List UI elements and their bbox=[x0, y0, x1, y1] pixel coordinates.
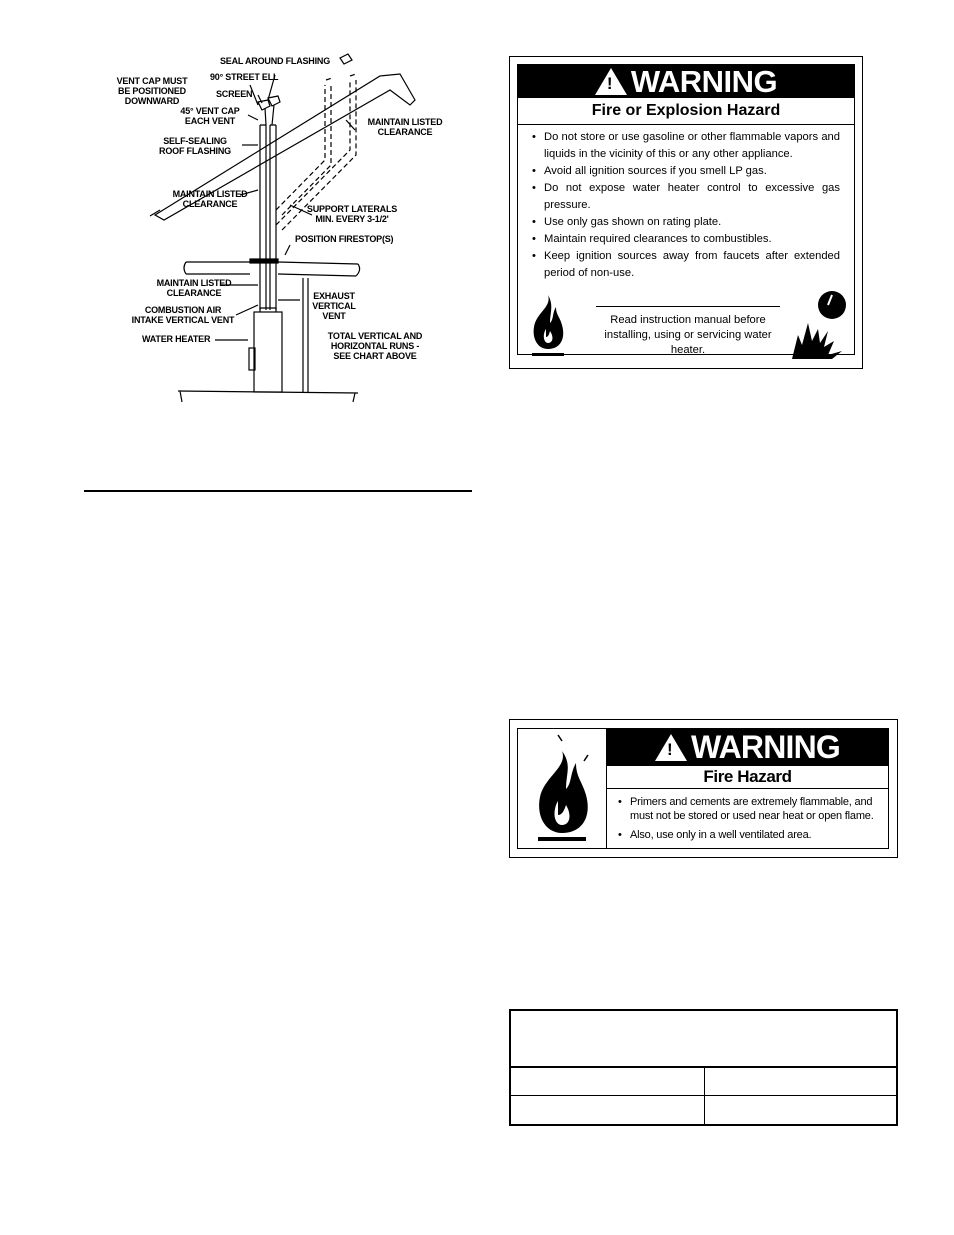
list-item: • Primers and cements are extremely flammable, and must not be stored or used near heat or open flame. bbox=[618, 795, 882, 823]
label-line: CLEARANCE bbox=[166, 288, 222, 298]
warning-subtitle: Fire Hazard bbox=[607, 766, 888, 789]
warning-fire-explosion-label bbox=[509, 56, 863, 369]
warning-title: WARNING bbox=[630, 63, 778, 99]
label-line: SEE CHART ABOVE bbox=[333, 351, 417, 361]
label-line: HORIZONTAL RUNS - bbox=[330, 341, 420, 351]
label-combustion-air-intake bbox=[130, 305, 236, 325]
list-item: • Maintain required clearances to combustibles. bbox=[532, 231, 840, 248]
warning-subtitle: Fire or Explosion Hazard bbox=[518, 98, 854, 125]
warning-bullet-list bbox=[618, 795, 882, 847]
label-total-vertical-horizontal bbox=[324, 331, 426, 361]
label-line: VENT CAP MUST bbox=[116, 76, 188, 86]
label-line: TOTAL VERTICAL AND bbox=[327, 331, 423, 341]
label-line: 45° VENT CAP bbox=[180, 106, 240, 116]
label-line: BE POSITIONED bbox=[118, 86, 186, 96]
list-item: • Do not expose water heater control to excessive gas pressure. bbox=[532, 180, 840, 214]
label-line: VERTICAL bbox=[312, 301, 356, 311]
label-maintain-listed-clearance-right bbox=[362, 117, 448, 137]
label-support-laterals bbox=[300, 204, 404, 224]
label-line: DOWNWARD bbox=[124, 96, 180, 106]
warning-header bbox=[607, 729, 888, 766]
flame-icon bbox=[524, 733, 600, 847]
label-line: CLEARANCE bbox=[377, 127, 433, 137]
warning-header bbox=[518, 65, 854, 98]
warning-fire-hazard-label bbox=[509, 719, 898, 858]
warning-triangle-icon: ! bbox=[655, 734, 687, 761]
list-item: • Keep ignition sources away from faucets after extended period of non-use. bbox=[532, 248, 840, 282]
label-line: CLEARANCE bbox=[182, 199, 238, 209]
warning-frame bbox=[517, 64, 855, 355]
label-street-ell: 90° STREET ELL bbox=[210, 72, 279, 82]
label-line: COMBUSTION AIR bbox=[144, 305, 222, 315]
label-line: EACH VENT bbox=[184, 116, 236, 126]
label-screen: SCREEN bbox=[216, 89, 253, 99]
label-line: EXHAUST bbox=[313, 291, 355, 301]
instruction-note: Read instruction manual before installing, using or servicing water heater. bbox=[604, 314, 772, 356]
warning-bullet-list bbox=[532, 129, 840, 282]
explosion-icon bbox=[788, 285, 854, 361]
label-line: SELF-SEALING bbox=[163, 136, 227, 146]
list-item: • Use only gas shown on rating plate. bbox=[532, 214, 840, 231]
flame-icon bbox=[526, 293, 570, 361]
label-45-vent-cap bbox=[176, 106, 244, 126]
label-exhaust-vertical-vent bbox=[304, 291, 364, 321]
label-line: MAINTAIN LISTED bbox=[172, 189, 248, 199]
table-column-rule bbox=[704, 1067, 705, 1124]
label-line: VENT bbox=[322, 311, 346, 321]
section-divider bbox=[84, 490, 472, 492]
label-line: ROOF FLASHING bbox=[159, 146, 231, 156]
warning-title: WARNING bbox=[690, 729, 841, 765]
label-line: MAINTAIN LISTED bbox=[156, 278, 232, 288]
list-item: • Avoid all ignition sources if you smell LP gas. bbox=[532, 163, 840, 180]
warning-frame bbox=[517, 728, 889, 849]
empty-table bbox=[509, 1009, 898, 1126]
label-line: MIN. EVERY 3-1/2' bbox=[315, 214, 389, 224]
note-separator bbox=[596, 306, 780, 307]
list-item: • Do not store or use gasoline or other flammable vapors and liquids in the vicinity of this or any other appliance. bbox=[532, 129, 840, 163]
label-line: INTAKE VERTICAL VENT bbox=[131, 315, 235, 325]
label-position-firestop: POSITION FIRESTOP(S) bbox=[295, 234, 394, 244]
warning-triangle-icon: ! bbox=[595, 68, 627, 95]
label-self-sealing-roof-flashing bbox=[156, 136, 234, 156]
label-water-heater: WATER HEATER bbox=[142, 334, 211, 344]
label-vent-cap-must bbox=[114, 76, 190, 106]
label-maintain-listed-clearance-floor bbox=[152, 278, 236, 298]
label-seal-around-flashing: SEAL AROUND FLASHING bbox=[220, 56, 331, 66]
list-item: • Also, use only in a well ventilated area. bbox=[618, 828, 882, 842]
vent-installation-diagram bbox=[100, 50, 480, 410]
label-maintain-listed-clearance-left bbox=[168, 189, 252, 209]
label-line: MAINTAIN LISTED bbox=[367, 117, 443, 127]
label-line: SUPPORT LATERALS bbox=[306, 204, 398, 214]
